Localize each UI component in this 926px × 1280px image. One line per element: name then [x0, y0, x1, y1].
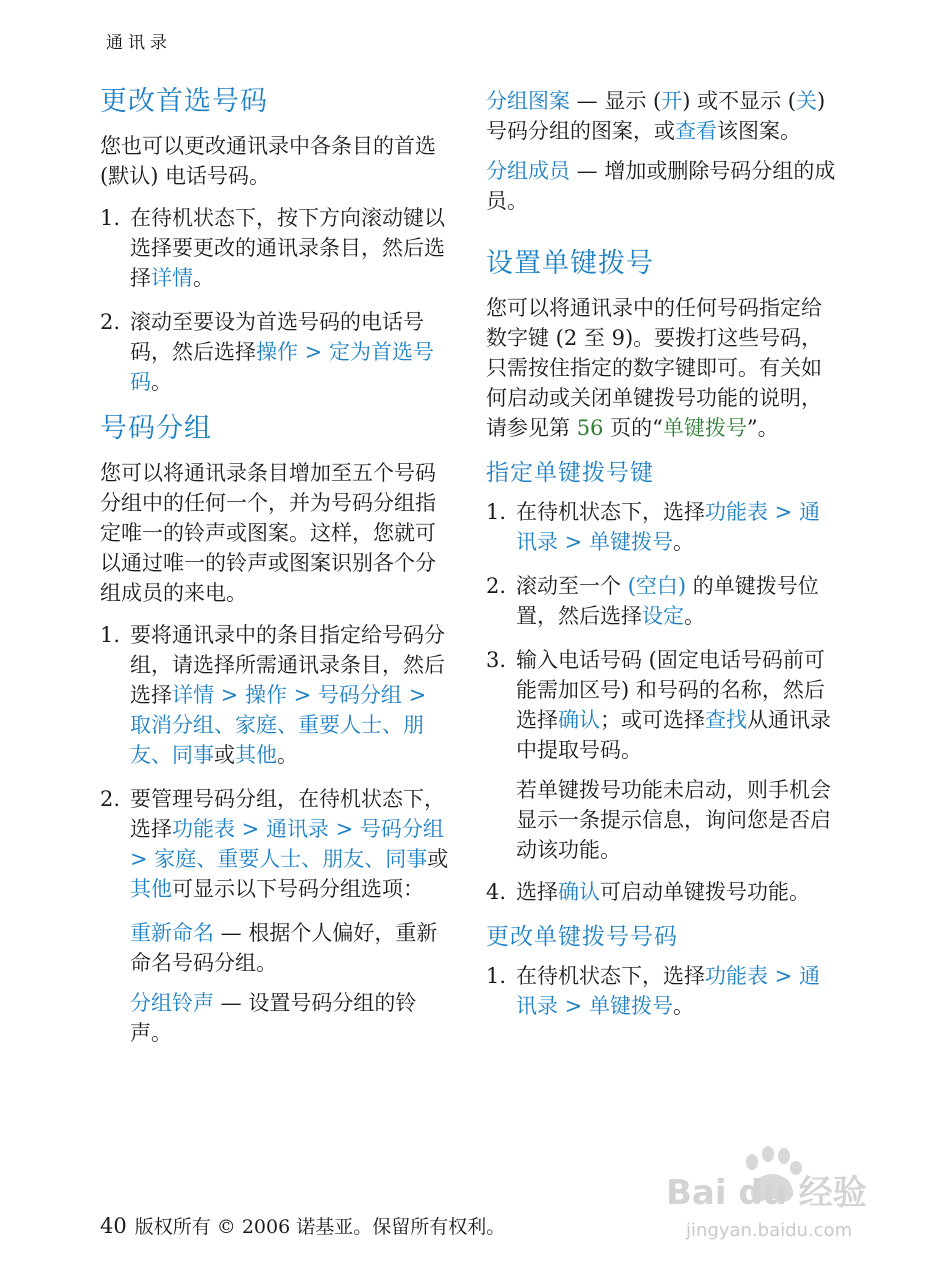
step-number: 1.: [486, 963, 507, 988]
list-item: [486, 497, 836, 557]
option-label: 分组成员: [486, 159, 570, 183]
option-label: 分组铃声: [130, 991, 214, 1016]
step-number: 2.: [100, 310, 121, 335]
step-text: 在待机状态下，选择功能表 > 通讯录 > 单键拨号。: [516, 963, 820, 1018]
page-footer: [100, 1212, 505, 1239]
step-text: 滚动至要设为首选号码的电话号码，然后选择操作 > 定为首选号码。: [130, 310, 434, 395]
option-label: 重新命名: [130, 921, 214, 946]
left-column: [100, 84, 450, 1058]
page-number: 40: [100, 1214, 127, 1238]
list-item: [100, 620, 450, 770]
step-number: 1.: [100, 623, 121, 648]
copyright-text: 版权所有 © 2006 诺基亚。保留所有权利。: [134, 1216, 506, 1238]
option-group-logo: 分组图案 — 显示 (开) 或不显示 (关) 号码分组的图案，或查看该图案。: [486, 89, 826, 143]
option-label: 分组图案: [486, 89, 570, 113]
right-column: [486, 86, 836, 1035]
subsection-title-change-speed-dial: 更改单键拨号号码: [486, 923, 678, 950]
steps-change-speed-dial: [486, 961, 836, 1021]
step-number: 1.: [100, 206, 121, 231]
list-item: [486, 961, 836, 1021]
section-title-speed-dial: 设置单键拨号: [486, 248, 654, 279]
running-header: 通讯录: [106, 33, 172, 53]
step-number: 4.: [486, 879, 507, 904]
step-number: 2.: [100, 787, 121, 812]
steps-assign-speed-dial: [486, 497, 836, 907]
step-text: 要将通讯录中的条目指定给号码分组，请选择所需通讯录条目，然后选择详情 > 操作 > 号码分组 > 取消分组、家庭、重要人士、朋友、同事或其他。: [130, 623, 445, 768]
menu-term-set-preferred: 定为首选号码: [130, 340, 434, 395]
baidu-jingyan-watermark: [660, 1140, 900, 1250]
menu-term-options: 操作: [256, 340, 298, 365]
section-title-preferred-number: 更改首选号码: [100, 86, 268, 117]
step-text: 选择确认可启动单键拨号功能。: [516, 879, 810, 904]
page-reference: 56: [576, 416, 604, 441]
list-item: [486, 877, 836, 907]
option-rename: 重新命名 — 根据个人偏好，重新命名号码分组。: [130, 921, 438, 976]
watermark-url: jingyan.baidu.com: [686, 1220, 853, 1241]
intro-caller-groups: 您可以将通讯录条目增加至五个号码分组中的任何一个，并为号码分组指定唯一的铃声或图案。这样，您就可以通过唯一的铃声或图案识别各个分组成员的来电。: [100, 461, 436, 606]
step-text: 滚动至一个 (空白) 的单键拨号位置，然后选择设定。: [516, 573, 819, 628]
step-number: 1.: [486, 499, 507, 524]
section-title-caller-groups: 号码分组: [100, 413, 212, 445]
menu-term-details: 详情: [151, 266, 193, 291]
svg-text:Bai du 经验: Bai du 经验: [666, 1173, 867, 1213]
intro-speed-dial: 您可以将通讯录中的任何号码指定给数字键 (2 至 9)。要拨打这些号码，只需按住指定的数字键即可。有关如何启动或关闭单键拨号功能的说明，请参见第 56 页的“单键拨号”。: [486, 296, 823, 441]
list-item: [486, 645, 836, 765]
steps-preferred-number: [100, 203, 450, 397]
step-text: 在待机状态下，按下方向滚动键以选择要更改的通讯录条目，然后选择详情。: [130, 206, 445, 291]
steps-caller-groups: [100, 620, 450, 904]
option-group-tone: 分组铃声 — 设置号码分组的铃声。: [130, 991, 417, 1046]
step-text: 要管理号码分组，在待机状态下，选择功能表 > 通讯录 > 号码分组 > 家庭、重要人士、朋友、同事或其他可显示以下号码分组选项：: [130, 787, 449, 902]
intro-preferred-number: 您也可以更改通讯录中各条目的首选 (默认) 电话号码。: [100, 134, 436, 189]
section-reference: 单键拨号: [662, 416, 747, 441]
subsection-title-assign-speed-dial: 指定单键拨号键: [486, 460, 654, 487]
step-note: 若单键拨号功能未启动，则手机会显示一条提示信息，询问您是否启动该功能。: [516, 777, 831, 862]
list-item: [486, 571, 836, 631]
list-item: [100, 203, 450, 293]
list-item: [100, 784, 450, 904]
list-item: [100, 307, 450, 397]
step-text: 在待机状态下，选择功能表 > 通讯录 > 单键拨号。: [516, 499, 820, 554]
step-number: 2.: [486, 573, 507, 598]
step-text: 输入电话号码 (固定电话号码前可能需加区号) 和号码的名称，然后选择确认；或可选择查找从通讯录中提取号码。: [516, 647, 831, 762]
option-group-members: 分组成员 — 增加或删除号码分组的成员。: [486, 159, 836, 213]
step-number: 3.: [486, 647, 507, 672]
